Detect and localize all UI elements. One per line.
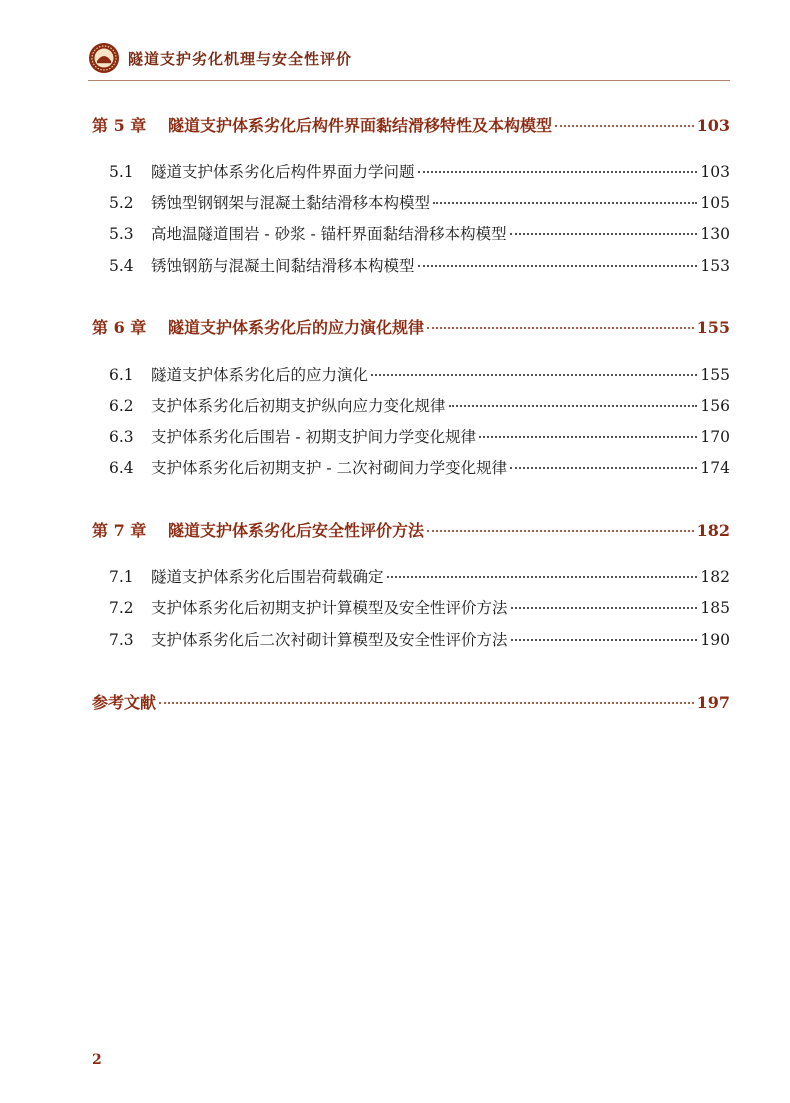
running-header — [88, 40, 728, 76]
book-logo-icon — [88, 42, 120, 74]
page-number: 170 — [700, 428, 730, 446]
page-number: 182 — [696, 521, 730, 540]
dot-leader — [418, 171, 698, 173]
section-title: 隧道支护体系劣化后的应力演化 — [151, 366, 369, 384]
dot-leader — [479, 436, 697, 438]
footer-page-number: 2 — [92, 1052, 102, 1068]
toc-section-6-4[interactable] — [109, 456, 730, 478]
page-number: 174 — [700, 459, 730, 477]
chapter-title: 隧道支护体系劣化后的应力演化规律 — [168, 318, 425, 337]
dot-leader — [510, 467, 697, 469]
section-number: 6.3 — [109, 428, 134, 446]
section-number: 7.2 — [109, 599, 134, 617]
toc-section-6-2[interactable] — [109, 394, 730, 416]
dot-leader — [511, 607, 698, 609]
dot-leader — [387, 576, 698, 578]
section-number: 7.3 — [109, 631, 134, 649]
page-number: 103 — [696, 116, 730, 135]
toc-section-6-1[interactable] — [109, 363, 730, 385]
section-number: 5.4 — [109, 257, 134, 275]
section-number: 7.1 — [109, 568, 134, 586]
section-title: 支护体系劣化后初期支护纵向应力变化规律 — [151, 397, 446, 415]
section-title: 隧道支护体系劣化后构件界面力学问题 — [151, 163, 415, 181]
section-number: 5.2 — [109, 194, 134, 212]
toc-chapter-7[interactable] — [92, 518, 730, 541]
toc-section-7-3[interactable] — [109, 628, 730, 650]
page-number: 197 — [696, 693, 730, 712]
toc-section-7-2[interactable] — [109, 596, 730, 618]
section-title: 隧道支护体系劣化后围岩荷载确定 — [151, 568, 384, 586]
section-title: 支护体系劣化后初期支护计算模型及安全性评价方法 — [151, 599, 508, 617]
header-title: 隧道支护劣化机理与安全性评价 — [128, 49, 353, 68]
toc-section-5-4[interactable] — [109, 254, 730, 276]
dot-leader — [511, 639, 698, 641]
page-number: 155 — [700, 366, 730, 384]
section-title: 高地温隧道围岩 - 砂浆 - 锚杆界面黏结滑移本构模型 — [151, 225, 507, 243]
page-number: 185 — [700, 599, 730, 617]
dot-leader — [418, 265, 698, 267]
dot-leader — [371, 374, 697, 376]
section-title: 锈蚀型钢钢架与混凝土黏结滑移本构模型 — [151, 194, 431, 212]
chapter-title: 隧道支护体系劣化后构件界面黏结滑移特性及本构模型 — [168, 116, 553, 135]
dot-leader — [510, 233, 698, 235]
toc-section-5-3[interactable] — [109, 222, 730, 244]
section-number: 5.1 — [109, 163, 134, 181]
section-title: 支护体系劣化后初期支护 - 二次衬砌间力学变化规律 — [151, 459, 508, 477]
chapter-number: 第 6 章 — [92, 318, 147, 337]
page-number: 190 — [700, 631, 730, 649]
toc-chapter-5[interactable] — [92, 113, 730, 136]
toc-section-6-3[interactable] — [109, 425, 730, 447]
section-title: 支护体系劣化后围岩 - 初期支护间力学变化规律 — [151, 428, 477, 446]
page-number: 130 — [700, 225, 730, 243]
dot-leader — [433, 202, 697, 204]
chapter-title: 隧道支护体系劣化后安全性评价方法 — [168, 521, 425, 540]
page-number: 182 — [700, 568, 730, 586]
toc-section-7-1[interactable] — [109, 565, 730, 587]
page-number: 105 — [700, 194, 730, 212]
toc-references[interactable] — [92, 690, 730, 713]
section-number: 6.1 — [109, 366, 134, 384]
dot-leader — [159, 702, 694, 704]
dot-leader — [555, 125, 694, 127]
section-number: 6.4 — [109, 459, 134, 477]
dot-leader — [449, 405, 698, 407]
section-title: 支护体系劣化后二次衬砌计算模型及安全性评价方法 — [151, 631, 508, 649]
page-number: 156 — [700, 397, 730, 415]
page-number: 103 — [700, 163, 730, 181]
section-title: 锈蚀钢筋与混凝土间黏结滑移本构模型 — [151, 257, 415, 275]
dot-leader — [427, 327, 694, 329]
section-number: 6.2 — [109, 397, 134, 415]
references-title: 参考文献 — [92, 693, 157, 712]
page-number: 153 — [700, 257, 730, 275]
toc-chapter-6[interactable] — [92, 315, 730, 338]
page-number: 155 — [696, 318, 730, 337]
toc-section-5-2[interactable] — [109, 191, 730, 213]
header-rule — [88, 80, 730, 81]
section-number: 5.3 — [109, 225, 134, 243]
dot-leader — [427, 530, 694, 532]
chapter-number: 第 5 章 — [92, 116, 147, 135]
chapter-number: 第 7 章 — [92, 521, 147, 540]
toc-section-5-1[interactable] — [109, 160, 730, 182]
